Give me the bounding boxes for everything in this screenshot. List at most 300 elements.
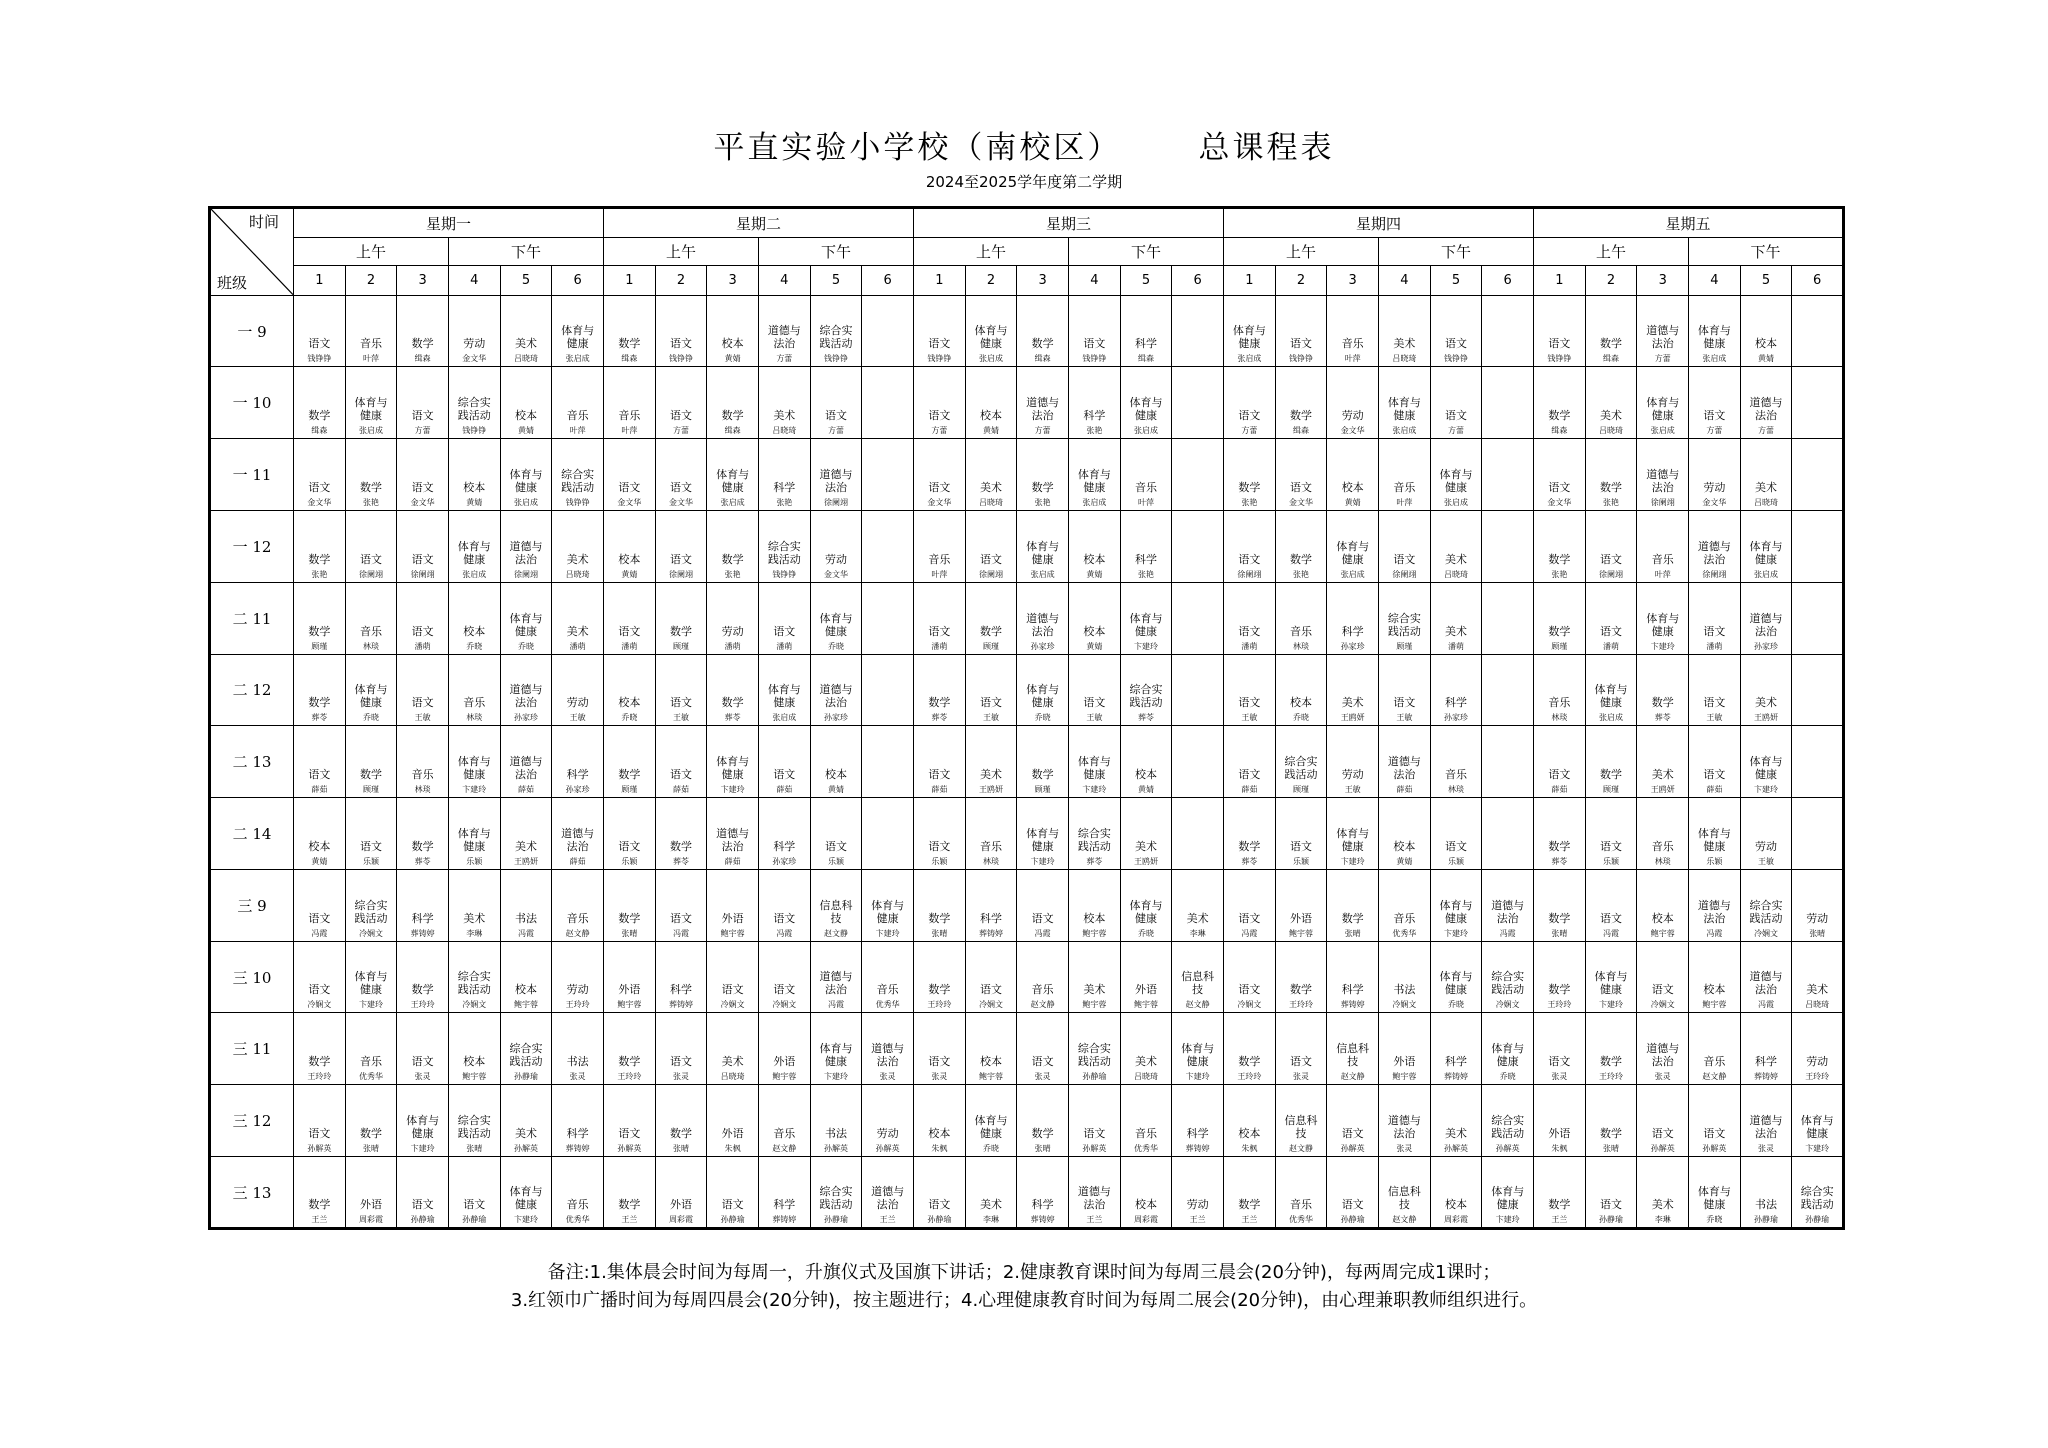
- teacher: 朱枫: [1551, 1144, 1568, 1154]
- subject: 数学: [1290, 552, 1313, 566]
- lesson-cell: [810, 941, 862, 1013]
- subject: 校本: [463, 624, 486, 638]
- teacher: 卞建玲: [1133, 641, 1158, 651]
- subject: 语文: [308, 1127, 331, 1141]
- lesson-cell: [552, 1157, 604, 1229]
- teacher: 王兰: [1241, 1215, 1258, 1224]
- subject: 语文: [1238, 768, 1261, 782]
- am-header: 上午: [914, 238, 1069, 266]
- lesson-cell: [1017, 941, 1069, 1013]
- teacher: 林琰: [1654, 856, 1671, 866]
- lesson-cell: [1069, 726, 1121, 798]
- teacher: 卞建玲: [1444, 928, 1468, 938]
- lesson-cell: [1482, 1085, 1534, 1157]
- lesson-cell: [1792, 1085, 1844, 1157]
- lesson-cell: [500, 1157, 552, 1229]
- lesson-cell: [1172, 798, 1224, 870]
- teacher: 徐阑翊: [979, 569, 1004, 579]
- lesson-cell: [1017, 869, 1069, 941]
- lesson-cell: [1327, 869, 1379, 941]
- teacher: 吕晓琦: [979, 498, 1004, 507]
- lesson-cell: [552, 941, 604, 1013]
- period-number: 6: [1172, 266, 1224, 295]
- subject: 数学: [411, 983, 434, 997]
- teacher: 乔晓: [621, 713, 638, 723]
- teacher: 顾瑾: [1396, 641, 1413, 651]
- subject: 道德与 法治: [716, 826, 750, 853]
- subject: 综合实 践活动: [457, 970, 491, 997]
- teacher: 林琰: [1551, 713, 1568, 723]
- teacher: 张启成: [565, 354, 590, 364]
- lesson-cell: [397, 295, 449, 367]
- teacher: 葬铸婷: [1444, 1072, 1468, 1082]
- subject: 体育与 健康: [1439, 468, 1473, 494]
- lesson-cell: [294, 1157, 346, 1229]
- lesson-cell: [1482, 295, 1534, 367]
- teacher: 葬苓: [931, 713, 948, 723]
- subject: 语文: [1083, 696, 1106, 710]
- subject: 语文: [824, 409, 847, 423]
- lesson-cell: [1482, 1157, 1534, 1229]
- period-number: 4: [1689, 266, 1741, 295]
- subject: 美术: [514, 839, 537, 853]
- lesson-cell: [1379, 582, 1431, 654]
- lesson-cell: [1585, 511, 1637, 583]
- lesson-cell: [1275, 367, 1327, 439]
- subject: 美术: [773, 409, 796, 423]
- subject: 数学: [1290, 983, 1313, 997]
- lesson-cell: [294, 1085, 346, 1157]
- lesson-cell: [1275, 1085, 1327, 1157]
- subject: 数学: [1548, 552, 1571, 566]
- teacher: 张启成: [462, 569, 487, 579]
- subject: 数学: [670, 1127, 692, 1141]
- pm-header: 下午: [1379, 238, 1534, 266]
- lesson-cell: [1275, 726, 1327, 798]
- teacher: 葬苓: [673, 856, 689, 866]
- period-number: 1: [1224, 266, 1276, 295]
- subject: 书法: [824, 1127, 847, 1141]
- lesson-cell: [1172, 1157, 1224, 1229]
- lesson-cell: [655, 1157, 707, 1229]
- teacher: 薛茹: [931, 785, 948, 795]
- teacher: 葬铸婷: [979, 928, 1004, 938]
- lesson-cell: [294, 511, 346, 583]
- lesson-cell: [1637, 798, 1689, 870]
- teacher: 朱枫: [724, 1144, 741, 1154]
- teacher: 缉森: [1137, 354, 1154, 364]
- lesson-cell: [397, 941, 449, 1013]
- lesson-cell: [294, 941, 346, 1013]
- subject: 语文: [1548, 337, 1571, 351]
- subject: 数学: [1238, 481, 1261, 494]
- lesson-cell: [500, 1085, 552, 1157]
- subject: 音乐: [1031, 983, 1054, 997]
- teacher: 薛茹: [517, 785, 534, 795]
- subject: 综合实 践活动: [1129, 683, 1163, 710]
- teacher: 王敏: [569, 713, 586, 723]
- subject: 数学: [1600, 768, 1623, 782]
- lesson-cell: [1637, 654, 1689, 726]
- subject: 美术: [1186, 911, 1209, 925]
- lesson-cell: [1689, 511, 1741, 583]
- subject: 体育与 健康: [974, 1114, 1008, 1141]
- lesson-cell: [1172, 1013, 1224, 1085]
- subject: 体育与 健康: [457, 755, 491, 782]
- class-row: [210, 367, 1844, 439]
- lesson-cell: [1430, 582, 1482, 654]
- teacher: 葬苓: [1086, 856, 1103, 866]
- subject: 数学: [1031, 1127, 1054, 1141]
- lesson-cell: [965, 1013, 1017, 1085]
- teacher: 潘萌: [569, 641, 586, 651]
- subject: 音乐: [566, 409, 589, 423]
- teacher: 黄婧: [1137, 785, 1154, 795]
- subject: 语文: [1600, 839, 1623, 853]
- subject: 音乐: [1703, 1055, 1726, 1069]
- subject: 道德与 法治: [1749, 611, 1783, 638]
- teacher: 鲍宇蓉: [1133, 1000, 1158, 1010]
- teacher: 薛茹: [1551, 785, 1568, 795]
- teacher: 葬铸婷: [565, 1144, 590, 1154]
- subject: 校本: [1290, 696, 1313, 710]
- subject: 体育与 健康: [1800, 1114, 1834, 1141]
- lesson-cell: [1534, 1013, 1586, 1085]
- teacher: 卞建玲: [358, 1000, 383, 1010]
- class-label: 班级: [217, 273, 248, 292]
- subject: 数学: [1651, 696, 1674, 710]
- teacher: 方蕾: [776, 354, 793, 364]
- subject: 语文: [773, 768, 796, 782]
- teacher: 孙解英: [823, 1144, 848, 1154]
- subject: 音乐: [1290, 1198, 1313, 1211]
- lesson-cell: [707, 869, 759, 941]
- teacher: 潘萌: [1448, 641, 1464, 651]
- lesson-cell: [294, 726, 346, 798]
- subject: 书法: [1393, 983, 1416, 997]
- teacher: 卞建玲: [720, 785, 745, 795]
- teacher: 吕晓琦: [565, 569, 590, 579]
- subject: 校本: [1083, 911, 1106, 925]
- lesson-cell: [1534, 1157, 1586, 1229]
- teacher: 鲍宇蓉: [1082, 928, 1107, 938]
- lesson-cell: [1224, 582, 1276, 654]
- teacher: 葬苓: [1137, 713, 1154, 723]
- teacher: 张灵: [879, 1072, 896, 1082]
- lesson-cell: [345, 511, 397, 583]
- teacher: 葬铸婷: [669, 1000, 693, 1010]
- teacher: 黄婧: [1086, 569, 1103, 579]
- subject: 外语: [670, 1198, 692, 1211]
- subject: 道德与 法治: [509, 539, 543, 566]
- teacher: 乔晓: [1293, 713, 1310, 723]
- teacher: 金文华: [410, 498, 435, 507]
- lesson-cell: [1534, 511, 1586, 583]
- teacher: 张启成: [1702, 354, 1727, 364]
- day-header: 星期二: [604, 208, 914, 238]
- lesson-cell: [810, 295, 862, 367]
- teacher: 张艳: [1137, 569, 1154, 579]
- lesson-cell: [914, 869, 966, 941]
- teacher: 王敏: [673, 713, 689, 723]
- teacher: 乐颖: [827, 856, 844, 866]
- lesson-cell: [1172, 941, 1224, 1013]
- lesson-cell: [448, 798, 500, 870]
- subject: 体育与 健康: [1387, 396, 1421, 423]
- lesson-cell: [1224, 511, 1276, 583]
- subject: 语文: [670, 911, 692, 925]
- teacher: 吕晓琦: [1444, 569, 1468, 579]
- pm-header: 下午: [1069, 238, 1224, 266]
- teacher: 张灵: [414, 1072, 431, 1082]
- lesson-cell: [500, 582, 552, 654]
- day-header: 星期三: [914, 208, 1224, 238]
- teacher: 钱铮铮: [669, 354, 693, 364]
- teacher: 孙静瑜: [1340, 1215, 1365, 1224]
- subject: 语文: [359, 839, 382, 853]
- teacher: 缉森: [1034, 354, 1051, 364]
- teacher: 乐颖: [1603, 856, 1620, 866]
- teacher: 卞建玲: [1599, 1000, 1624, 1010]
- teacher: 冷娴文: [1754, 928, 1779, 938]
- subject: 校本: [980, 409, 1003, 423]
- lesson-cell: [1585, 726, 1637, 798]
- teacher: 赵文静: [565, 928, 590, 938]
- subject: 劳动: [1755, 839, 1778, 853]
- lesson-cell: [500, 367, 552, 439]
- teacher: 张灵: [1758, 1144, 1775, 1154]
- subject: 数学: [1548, 624, 1571, 638]
- subject: 劳动: [463, 337, 486, 351]
- subject: 科学: [773, 839, 796, 853]
- lesson-cell: [914, 726, 966, 798]
- lesson-cell: [1689, 1013, 1741, 1085]
- teacher: 朱枫: [1241, 1144, 1258, 1154]
- teacher: 朱枫: [931, 1144, 948, 1154]
- subject: 美术: [1393, 337, 1416, 351]
- lesson-cell: [604, 869, 656, 941]
- lesson-cell: [1534, 582, 1586, 654]
- subject: 语文: [1703, 1127, 1726, 1141]
- lesson-cell: [500, 654, 552, 726]
- subject: 体育与 健康: [1026, 826, 1060, 853]
- subject: 体育与 健康: [1439, 898, 1473, 925]
- lesson-cell: [655, 367, 707, 439]
- lesson-cell: [1740, 654, 1792, 726]
- lesson-cell: [1585, 654, 1637, 726]
- subject: 道德与 法治: [767, 324, 801, 351]
- subject: 体育与 健康: [767, 683, 801, 710]
- teacher: 乔晓: [362, 713, 379, 723]
- teacher: 冷娴文: [1237, 1000, 1262, 1010]
- lesson-cell: [1740, 941, 1792, 1013]
- lesson-cell: [1482, 439, 1534, 511]
- teacher: 张启成: [513, 498, 538, 507]
- subject: 校本: [980, 1055, 1003, 1069]
- lesson-cell: [1430, 798, 1482, 870]
- teacher: 孙静瑜: [513, 1072, 538, 1082]
- subject: 体育与 健康: [1697, 826, 1731, 853]
- subject: 语文: [928, 1055, 951, 1069]
- lesson-cell: [1585, 295, 1637, 367]
- subject: 体育与 健康: [1439, 970, 1473, 997]
- teacher: 冯霞: [776, 928, 793, 938]
- teacher: 赵文静: [1185, 1000, 1210, 1010]
- lesson-cell: [862, 1157, 914, 1229]
- lesson-cell: [810, 726, 862, 798]
- class-name: 二 12: [210, 654, 294, 726]
- subject: 数学: [1600, 1127, 1623, 1141]
- subject: 语文: [1341, 1127, 1364, 1141]
- lesson-cell: [1792, 582, 1844, 654]
- lesson-cell: [914, 439, 966, 511]
- teacher: 吕晓琦: [1805, 1000, 1830, 1010]
- lesson-cell: [1120, 654, 1172, 726]
- subject: 音乐: [1134, 481, 1157, 494]
- lesson-cell: [500, 295, 552, 367]
- lesson-cell: [862, 1013, 914, 1085]
- teacher: 孙解英: [1340, 1144, 1365, 1154]
- lesson-cell: [810, 1013, 862, 1085]
- subject: 书法: [514, 911, 537, 925]
- teacher: 王鸥妍: [1133, 856, 1158, 866]
- lesson-cell: [1740, 1157, 1792, 1229]
- lesson-cell: [1689, 1085, 1741, 1157]
- lesson-cell: [810, 511, 862, 583]
- lesson-cell: [758, 726, 810, 798]
- period-number: 1: [1534, 266, 1586, 295]
- class-row: [210, 869, 1844, 941]
- lesson-cell: [1069, 1157, 1121, 1229]
- lesson-cell: [552, 582, 604, 654]
- subject: 数学: [618, 337, 641, 351]
- teacher: 孙解英: [1082, 1144, 1107, 1154]
- subject: 数学: [1600, 337, 1623, 351]
- teacher: 叶萍: [1137, 498, 1154, 507]
- lesson-cell: [862, 295, 914, 367]
- lesson-cell: [1534, 869, 1586, 941]
- subject: 美术: [463, 911, 486, 925]
- teacher: 黄婧: [1396, 856, 1413, 866]
- subject: 语文: [1290, 1055, 1313, 1069]
- teacher: 钱铮铮: [462, 426, 487, 436]
- teacher: 张启成: [1030, 569, 1055, 579]
- teacher: 吕晓琦: [1133, 1072, 1158, 1082]
- subject: 音乐: [1651, 552, 1674, 566]
- teacher: 鲍宇蓉: [617, 1000, 642, 1010]
- lesson-cell: [1327, 439, 1379, 511]
- lesson-cell: [448, 1157, 500, 1229]
- teacher: 徐阑翊: [669, 569, 693, 579]
- lesson-cell: [552, 798, 604, 870]
- subject: 体育与 健康: [1697, 324, 1731, 351]
- lesson-cell: [965, 439, 1017, 511]
- teacher: 张艳: [1293, 569, 1310, 579]
- pm-header: 下午: [1689, 238, 1844, 266]
- lesson-cell: [448, 1085, 500, 1157]
- subject: 数学: [1548, 911, 1571, 925]
- subject: 综合实 践活动: [1491, 1114, 1525, 1141]
- teacher: 钱铮铮: [927, 354, 952, 364]
- lesson-cell: [604, 511, 656, 583]
- teacher: 优秀华: [1133, 1144, 1158, 1154]
- teacher: 鲍宇蓉: [1702, 1000, 1727, 1010]
- subject: 语文: [1703, 768, 1726, 782]
- teacher: 周彩霞: [358, 1215, 383, 1224]
- subject: 语文: [980, 696, 1003, 710]
- lesson-cell: [294, 582, 346, 654]
- subject: 数学: [721, 552, 744, 566]
- subject: 校本: [463, 481, 486, 494]
- lesson-cell: [1120, 1157, 1172, 1229]
- subject: 校本: [1755, 337, 1778, 351]
- lesson-cell: [1069, 295, 1121, 367]
- lesson-cell: [1430, 1085, 1482, 1157]
- teacher: 钱铮铮: [1082, 354, 1107, 364]
- header-days-row: [210, 208, 1844, 238]
- lesson-cell: [1017, 295, 1069, 367]
- subject: 科学: [670, 983, 692, 997]
- lesson-cell: [707, 295, 759, 367]
- period-number: 2: [965, 266, 1017, 295]
- teacher: 徐阑翊: [513, 569, 538, 579]
- subject: 语文: [670, 552, 692, 566]
- subject: 语文: [670, 337, 692, 351]
- subject: 美术: [1341, 696, 1364, 710]
- subject: 美术: [566, 624, 589, 638]
- teacher: 张晴: [621, 928, 638, 938]
- subject: 数学: [1548, 839, 1571, 853]
- notes: [0, 1259, 2048, 1315]
- subject: 音乐: [359, 624, 382, 638]
- teacher: 卞建玲: [410, 1144, 435, 1154]
- teacher: 王玲玲: [1289, 1000, 1314, 1010]
- lesson-cell: [294, 295, 346, 367]
- subject: 语文: [1393, 696, 1416, 710]
- subject: 综合实 践活动: [561, 468, 595, 494]
- subject: 数学: [1238, 839, 1261, 853]
- lesson-cell: [448, 869, 500, 941]
- subject: 体育与 健康: [1129, 898, 1163, 925]
- subject: 校本: [1083, 624, 1106, 638]
- lesson-cell: [965, 367, 1017, 439]
- teacher: 赵文静: [823, 928, 848, 938]
- teacher: 乐颖: [1448, 856, 1464, 866]
- lesson-cell: [1327, 654, 1379, 726]
- lesson-cell: [294, 1013, 346, 1085]
- subject: 劳动: [1341, 409, 1364, 423]
- lesson-cell: [1482, 582, 1534, 654]
- teacher: 张启成: [979, 354, 1004, 364]
- teacher: 方蕾: [1448, 426, 1464, 436]
- lesson-cell: [1637, 1085, 1689, 1157]
- teacher: 吕晓琦: [1754, 498, 1779, 507]
- lesson-cell: [1379, 869, 1431, 941]
- lesson-cell: [1275, 439, 1327, 511]
- subject: 语文: [980, 983, 1003, 997]
- subject: 美术: [1134, 1055, 1157, 1069]
- subject: 道德与 法治: [819, 468, 853, 494]
- teacher: 钱铮铮: [307, 354, 332, 364]
- lesson-cell: [1379, 726, 1431, 798]
- lesson-cell: [1275, 511, 1327, 583]
- lesson-cell: [758, 654, 810, 726]
- subject: 体育与 健康: [1077, 468, 1111, 494]
- teacher: 张艳: [1551, 569, 1568, 579]
- subject: 综合实 践活动: [1077, 826, 1111, 853]
- teacher: 葬铸婷: [410, 928, 435, 938]
- subject: 数学: [1238, 1055, 1261, 1069]
